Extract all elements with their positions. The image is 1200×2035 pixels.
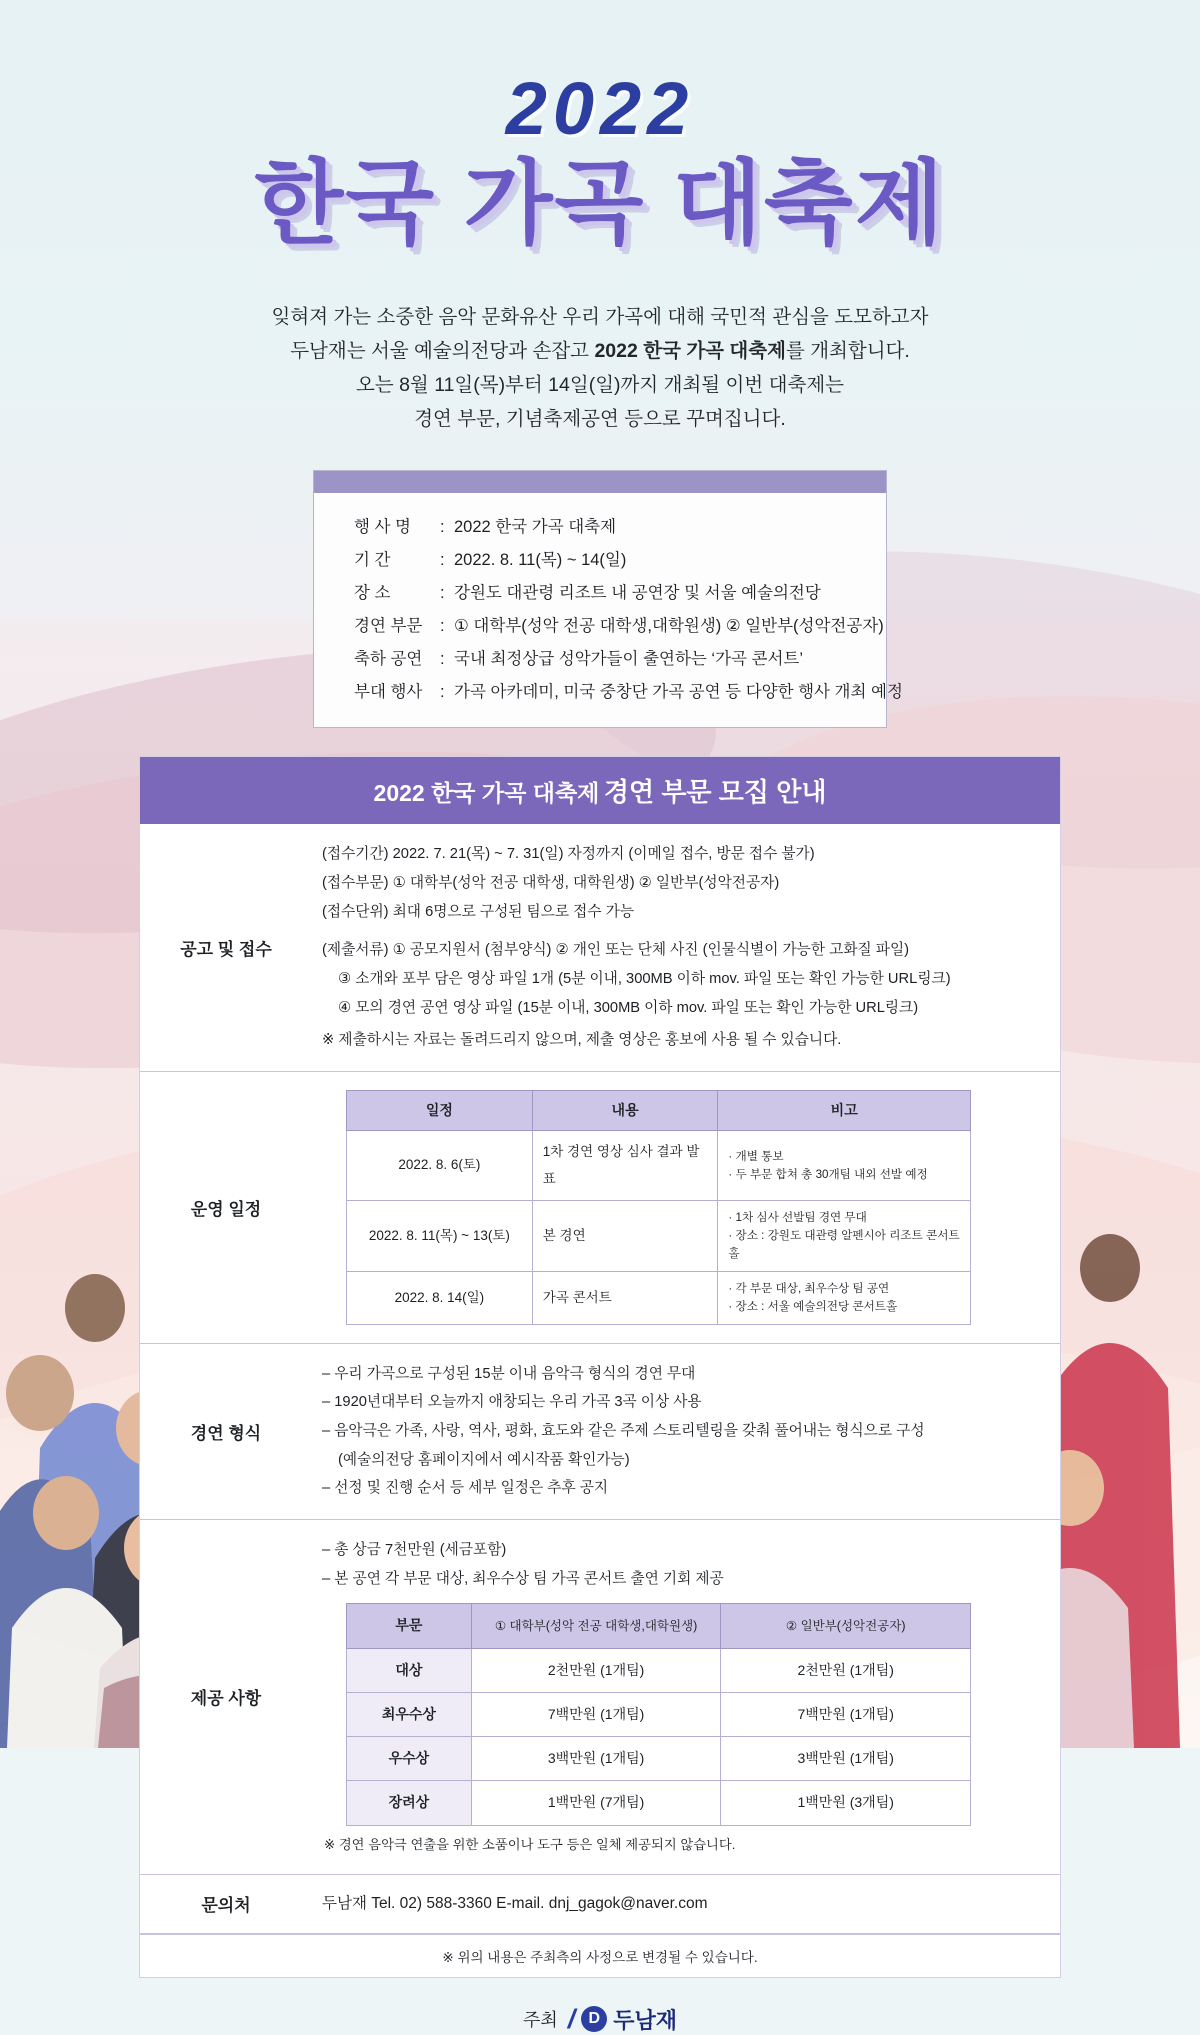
prize-col-general: ② 일반부(성악전공자) [721,1604,971,1648]
prize-college: 1백만원 (7개팀) [471,1781,721,1825]
table-row [347,1737,971,1781]
prize-college: 2천만원 (1개팀) [471,1648,721,1692]
info-key: 부대 행사 [354,683,423,702]
logo-slash-icon: / [567,2003,576,2034]
schedule-content: 가곡 콘서트 [532,1271,718,1324]
prize-name: 장려상 [347,1781,472,1825]
offer-note: ※ 경연 음악극 연출을 위한 소품이나 도구 등은 일체 제공되지 않습니다. [324,1836,736,1852]
info-row [354,544,886,577]
schedule-date: 2022. 8. 11(목) ~ 13(토) [347,1200,533,1271]
panel-header-prefix: 2022 한국 가곡 대축제 [373,780,600,807]
section-offer [140,1520,1060,1875]
table-row [347,1781,971,1825]
info-row [354,610,886,643]
section-contact [140,1875,1060,1934]
info-separator: : [440,518,445,537]
prize-table [346,1603,971,1825]
info-row [354,676,903,709]
panel-header [140,757,1060,824]
event-summary-caption-bar [314,471,886,493]
event-summary-body [314,493,903,727]
format-line-4: (예술의전당 홈페이지에서 예시작품 확인가능) [338,1451,630,1468]
prize-general: 2천만원 (1개팀) [721,1648,971,1692]
schedule-col-remark: 비고 [718,1090,971,1130]
table-row [347,1131,971,1201]
prize-college: 3백만원 (1개팀) [471,1737,721,1781]
prize-general: 3백만원 (1개팀) [721,1737,971,1781]
table-row [347,1271,971,1324]
prize-general: 7백만원 (1개팀) [721,1692,971,1736]
recruitment-panel [139,756,1061,1978]
intro-line-2-text: 두남재는 서울 예술의전당과 손잡고 2022 한국 가곡 대축제를 개최합니다. [290,339,910,362]
section-offer-content [312,1520,1060,1874]
schedule-remark-line: · 두 부문 합쳐 총 30개팀 내외 선발 예정 [728,1167,928,1181]
info-value: 국내 최정상급 성악가들이 출연하는 ‘가곡 콘서트’ [454,650,804,669]
table-row [347,1200,971,1271]
section-schedule [140,1072,1060,1344]
apply-line-3: (접수단위) 최대 6명으로 구성된 팀으로 접수 가능 [322,903,635,920]
info-separator: : [440,551,445,570]
section-contact-content[interactable]: 두남재 Tel. 02) 588-3360 E-mail. dnj_gagok@naver.com [322,1894,708,1912]
panel-header-main: 경연 부문 모집 안내 [603,777,827,808]
schedule-remark [718,1200,971,1271]
info-separator: : [440,650,445,669]
host-logo [568,2004,677,2035]
intro-line-1: 잊혀져 가는 소중한 음악 문화유산 우리 가곡에 대해 국민적 관심을 도모하고자 [271,305,929,328]
schedule-remark [718,1131,971,1201]
section-schedule-label: 운영 일정 [190,1199,262,1219]
info-separator: : [440,683,445,702]
apply-docs-line-2: ④ 모의 경연 공연 영상 파일 (15분 이내, 300MB 이하 mov. 파일 또는 확인 가능한 URL링크) [338,999,919,1016]
host-name: 두남재 [613,2007,678,2033]
prize-name: 우수상 [347,1737,472,1781]
info-key: 행 사 명 [354,518,411,537]
info-row [354,577,886,610]
poster-title: 한국 가곡 대축제 [254,153,946,255]
schedule-header-row [347,1090,971,1130]
schedule-col-content: 내용 [532,1090,718,1130]
prize-name: 최우수상 [347,1692,472,1736]
prize-name: 대상 [347,1648,472,1692]
info-value: 2022. 8. 11(목) ~ 14(일) [454,551,627,570]
info-row [354,511,886,544]
offer-line-2: – 본 공연 각 부문 대상, 최우수상 팀 가곡 콘서트 출연 기회 제공 [322,1570,724,1587]
intro-line-4: 경연 부문, 기념축제공연 등으로 꾸며집니다. [414,408,786,431]
prize-college: 7백만원 (1개팀) [471,1692,721,1736]
format-line-1: – 우리 가곡으로 구성된 15분 이내 음악극 형식의 경연 무대 [322,1365,696,1382]
section-apply-label: 공고 및 접수 [180,940,272,960]
panel-body [140,824,1060,1977]
schedule-remark-line: · 각 부문 대상, 최우수상 팀 공연 [728,1281,890,1295]
apply-line-2: (접수부문) ① 대학부(성악 전공 대학생, 대학원생) ② 일반부(성악전공자) [322,874,780,891]
schedule-date: 2022. 8. 6(토) [347,1131,533,1201]
format-line-3: – 음악극은 가족, 사랑, 역사, 평화, 효도와 같은 주제 스토리텔링을 갖춰 풀어내는 형식으로 구성 [322,1422,925,1439]
prize-col-college: ① 대학부(성악 전공 대학생,대학원생) [471,1604,721,1648]
info-key: 경연 부문 [354,617,423,636]
apply-note: ※ 제출하시는 자료는 돌려드리지 않으며, 제출 영상은 홍보에 사용 될 수 있습니다. [322,1032,842,1049]
poster-year: 2022 [505,67,695,150]
format-line-2: – 1920년대부터 오늘까지 애창되는 우리 가곡 3곡 이상 사용 [322,1394,702,1411]
host-footer [0,2004,1200,2035]
section-apply-content [312,824,1060,1071]
schedule-col-date: 일정 [347,1090,533,1130]
apply-line-1: (접수기간) 2022. 7. 21(목) ~ 7. 31(일) 자정까지 (이메일 접수, 방문 접수 불가) [322,846,815,863]
prize-general: 1백만원 (3개팀) [721,1781,971,1825]
info-key: 장 소 [354,584,391,603]
host-label: 주최 [522,2010,558,2031]
table-row [347,1692,971,1736]
apply-docs-head: (제출서류) ① 공모지원서 (첨부양식) ② 개인 또는 단체 사진 (인물식별이 가능한 고화질 파일) [322,942,910,959]
prize-header-row [347,1604,971,1648]
info-separator: : [440,617,445,636]
schedule-remark-line: · 장소 : 서울 예술의전당 콘서트홀 [728,1299,898,1313]
apply-spacer [322,926,1042,936]
intro-line-3: 오는 8월 11일(목)부터 14일(일)까지 개최될 이번 대축제는 [356,374,844,397]
info-row [354,643,886,676]
section-offer-label: 제공 사항 [190,1689,262,1709]
section-format-label: 경연 형식 [190,1423,262,1443]
schedule-date: 2022. 8. 14(일) [347,1271,533,1324]
section-format [140,1344,1060,1520]
schedule-remark-line: · 장소 : 강원도 대관령 알펜시아 리조트 콘서트홀 [728,1228,960,1260]
info-value: 2022 한국 가곡 대축제 [454,518,617,537]
prize-col-category: 부문 [347,1604,472,1648]
section-apply [140,824,1060,1072]
info-separator: : [440,584,445,603]
format-line-5: – 선정 및 진행 순서 등 세부 일정은 추후 공지 [322,1480,609,1497]
info-value: 강원도 대관령 리조트 내 공연장 및 서울 예술의전당 [454,584,821,603]
schedule-remark-line: · 1차 심사 선발팀 경연 무대 [728,1210,867,1224]
schedule-remark [718,1271,971,1324]
section-schedule-content [312,1072,1060,1343]
table-row [347,1648,971,1692]
logo-mark-icon: D [581,2006,607,2032]
info-key: 축하 공연 [354,650,423,669]
apply-docs-line-1: ③ 소개와 포부 담은 영상 파일 1개 (5분 이내, 300MB 이하 mov. 파일 또는 확인 가능한 URL링크) [338,970,951,987]
offer-line-1: – 총 상금 7천만원 (세금포함) [322,1541,507,1558]
info-value: ① 대학부(성악 전공 대학생,대학원생) ② 일반부(성악전공자) [454,617,884,636]
schedule-content: 본 경연 [532,1200,718,1271]
info-key: 기 간 [354,551,391,570]
info-value: 가곡 아카데미, 미국 중창단 가곡 공연 등 다양한 행사 개최 예정 [454,683,903,702]
section-contact-label: 문의처 [201,1896,251,1916]
section-format-content [312,1344,1060,1519]
schedule-content: 1차 경연 영상 심사 결과 발표 [532,1131,718,1201]
intro-line-2 [0,334,1200,368]
schedule-table [346,1090,971,1325]
schedule-remark-line: · 개별 통보 [728,1149,784,1163]
event-summary-box [313,470,903,728]
panel-footnote: ※ 위의 내용은 주최측의 사정으로 변경될 수 있습니다. [140,1934,1060,1977]
intro-paragraph [0,300,1200,437]
